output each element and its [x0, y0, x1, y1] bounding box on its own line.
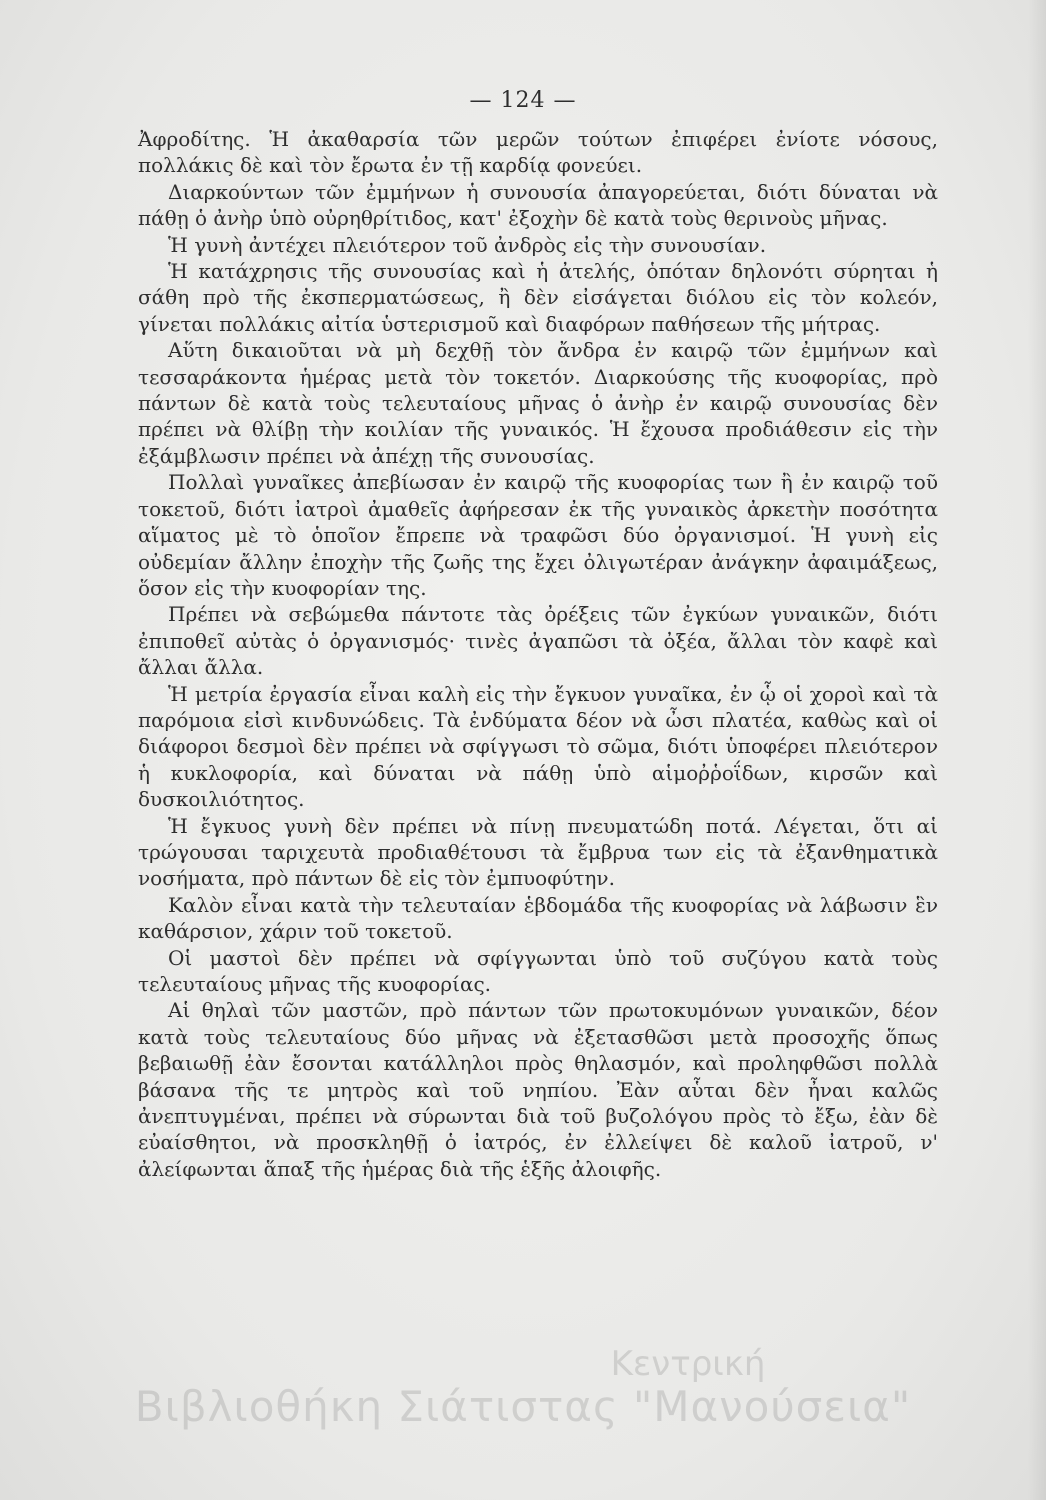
paragraph: Αὕτη δικαιοῦται νὰ μὴ δεχθῇ τὸν ἄνδρα ἐν καιρῷ τῶν ἐμμήνων καὶ τεσσαράκοντα ἡμέρας μετὰ τὸν τοκετόν. Διαρκούσης τῆς κυοφορίας, πρὸ πάντων δὲ κατὰ τοὺς τελευταίους μῆνας ὁ ἀνὴρ ἐν καιρῷ συνουσίας δὲν πρέπει νὰ θλίβῃ τὴν κοιλίαν τῆς γυναικός. Ἡ ἔχουσα προδιάθεσιν εἰς τὴν ἐξάμβλωσιν πρέπει νὰ ἀπέχῃ τῆς συνουσίας. [138, 338, 938, 468]
paragraph: Πολλαὶ γυναῖκες ἀπεβίωσαν ἐν καιρῷ τῆς κυοφορίας των ἢ ἐν καιρῷ τοῦ τοκετοῦ, διότι ἰατροὶ ἀμαθεῖς ἀφήρεσαν ἐκ τῆς γυναικὸς ἀρκετὴν ποσότητα αἵματος μὲ τὸ ὁποῖον ἔπρεπε νὰ τραφῶσι δύο ὀργανισμοί. Ἡ γυνὴ εἰς οὐδεμίαν ἄλλην ἐποχὴν τῆς ζωῆς της ἔχει ὀλιγωτέραν ἀνάγκην ἀφαιμάξεως, ὅσον εἰς τὴν κυοφορίαν της. [138, 470, 938, 600]
library-watermark-line1: Κεντρική [610, 1344, 766, 1384]
paragraph: Ἡ κατάχρησις τῆς συνουσίας καὶ ἡ ἀτελής, ὁπόταν δηλονότι σύρηται ἡ σάθη πρὸ τῆς ἐκσπερματώσεως, ἢ δὲν εἰσάγεται διόλου εἰς τὸν κολεόν, γίνεται πολλάκις αἰτία ὑστερισμοῦ καὶ διαφόρων παθήσεων τῆς μήτρας. [138, 259, 938, 336]
body-text [138, 126, 938, 1182]
paragraph: Αἱ θηλαὶ τῶν μαστῶν, πρὸ πάντων τῶν πρωτοκυμόνων γυναικῶν, δέον κατὰ τοὺς τελευταίους δύο μῆνας νὰ ἐξετασθῶσι μετὰ προσοχῆς ὅπως βεβαιωθῇ ἐὰν ἔσονται κατάλληλοι πρὸς θηλασμόν, καὶ προληφθῶσι πολλὰ βάσανα τῆς τε μητρὸς καὶ τοῦ νηπίου. Ἐὰν αὗται δὲν ἦναι καλῶς ἀνεπτυγμέναι, πρέπει νὰ σύρωνται διὰ τοῦ βυζολόγου πρὸς τὸ ἔξω, ἐὰν δὲ εὐαίσθητοι, νὰ προσκληθῇ ὁ ἰατρός, ἐν ἐλλείψει δὲ καλοῦ ἰατροῦ, ν' ἀλείφωνται ἅπαξ τῆς ἡμέρας διὰ τῆς ἑξῆς ἀλοιφῆς. [138, 998, 938, 1181]
paragraph: Ἡ μετρία ἐργασία εἶναι καλὴ εἰς τὴν ἔγκυον γυναῖκα, ἐν ᾧ οἱ χοροὶ καὶ τὰ παρόμοια εἰσὶ κινδυνώδεις. Τὰ ἐνδύματα δέον νὰ ὦσι πλατέα, καθὼς καὶ οἱ διάφοροι δεσμοὶ δὲν πρέπει νὰ σφίγγωσι τὸ σῶμα, διότι ὑποφέρει πλειότερον ἡ κυκλοφορία, καὶ δύναται νὰ πάθῃ ὑπὸ αἱμοῤῥοΐδων, κιρσῶν καὶ δυσκοιλιότητος. [138, 681, 938, 812]
paragraph: Πρέπει νὰ σεβώμεθα πάντοτε τὰς ὀρέξεις τῶν ἐγκύων γυναικῶν, διότι ἐπιποθεῖ αὐτὰς ὁ ὀργανισμός· τινὲς ἀγαπῶσι τὰ ὀξέα, ἄλλαι τὸν καφὲ καὶ ἄλλαι ἄλλα. [138, 602, 938, 680]
library-watermark-line2: Βιβλιοθήκη Σιάτιστας "Μανούσεια" [134, 1382, 912, 1431]
paragraph: Ἡ γυνὴ ἀντέχει πλειότερον τοῦ ἀνδρὸς εἰς τὴν συνουσίαν. [168, 232, 767, 257]
paragraph: Διαρκούντων τῶν ἐμμήνων ἡ συνουσία ἀπαγορεύεται, διότι δύναται νὰ πάθῃ ὁ ἀνὴρ ὑπὸ οὐρηθρίτιδος, κατ' ἐξοχὴν δὲ κατὰ τοὺς θερινοὺς μῆνας. [138, 179, 938, 231]
page-edge-shadow [1028, 0, 1046, 1500]
paragraph: Καλὸν εἶναι κατὰ τὴν τελευταίαν ἑβδομάδα τῆς κυοφορίας νὰ λάβωσιν ἓν καθάρσιον, χάριν τοῦ τοκετοῦ. [138, 892, 938, 944]
page-number: — 124 — [469, 88, 577, 113]
paragraph: Ἀφροδίτης. Ἡ ἀκαθαρσία τῶν μερῶν τούτων ἐπιφέρει ἐνίοτε νόσους, πολλάκις δὲ καὶ τὸν ἔρωτα ἐν τῇ καρδίᾳ φονεύει. [138, 127, 938, 178]
paragraph: Ἡ ἔγκυος γυνὴ δὲν πρέπει νὰ πίνῃ πνευματώδη ποτά. Λέγεται, ὅτι αἱ τρώγουσαι ταριχευτὰ προδιαθέτουσι τὰ ἔμβρυα των εἰς τὰ ἐξανθηματικὰ νοσήματα, πρὸ πάντων δὲ εἰς τὸν ἐμπυοφύτην. [138, 813, 938, 891]
paragraph: Οἱ μαστοὶ δὲν πρέπει νὰ σφίγγωνται ὑπὸ τοῦ συζύγου κατὰ τοὺς τελευταίους μῆνας τῆς κυοφορίας. [138, 945, 938, 996]
